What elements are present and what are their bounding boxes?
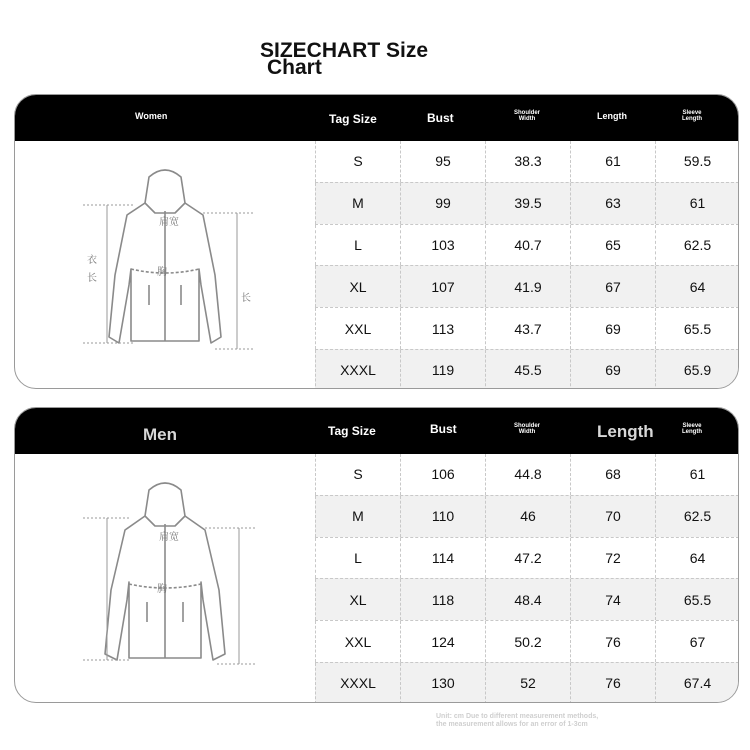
sleeve-length-cell: 65.9 bbox=[655, 350, 739, 389]
bust-cell: 130 bbox=[400, 663, 485, 703]
header-tag-size: Tag Size bbox=[329, 112, 377, 126]
length-cell: 65 bbox=[570, 225, 655, 266]
header-sleeve-length: Sleeve Length bbox=[682, 423, 702, 435]
sleeve-length-cell: 67 bbox=[655, 621, 739, 662]
tag-size-cell: XXXL bbox=[315, 663, 400, 703]
header-shoulder-width: Shoulder Width bbox=[513, 110, 540, 122]
tag-size-cell: L bbox=[315, 538, 400, 579]
length-cell: 76 bbox=[570, 663, 655, 703]
shoulder-width-cell: 38.3 bbox=[485, 141, 570, 182]
length-cell: 69 bbox=[570, 308, 655, 349]
shoulder-width-cell: 50.2 bbox=[485, 621, 570, 662]
sleeve-length-cell: 64 bbox=[655, 538, 739, 579]
length-cell: 74 bbox=[570, 579, 655, 620]
header-shoulder-width: Shoulder Width bbox=[513, 423, 540, 435]
women-label-length-a: 衣 bbox=[87, 255, 97, 266]
sleeve-length-cell: 62.5 bbox=[655, 496, 739, 537]
length-cell: 69 bbox=[570, 350, 655, 389]
table-row bbox=[315, 662, 739, 703]
title-line-1: SIZECHART Size bbox=[260, 39, 429, 62]
women-caption: Women bbox=[135, 111, 168, 121]
length-cell: 76 bbox=[570, 621, 655, 662]
shoulder-width-cell: 45.5 bbox=[485, 350, 570, 389]
length-cell: 70 bbox=[570, 496, 655, 537]
sleeve-length-cell: 59.5 bbox=[655, 141, 739, 182]
table-row bbox=[315, 495, 739, 537]
length-cell: 61 bbox=[570, 141, 655, 182]
tag-size-cell: XXL bbox=[315, 308, 400, 349]
shoulder-width-cell: 46 bbox=[485, 496, 570, 537]
header-length: Length bbox=[597, 111, 627, 121]
men-jacket-diagram bbox=[75, 478, 295, 678]
men-table-header bbox=[15, 408, 738, 454]
table-row bbox=[315, 537, 739, 579]
men-caption: Men bbox=[143, 425, 177, 444]
bust-cell: 95 bbox=[400, 141, 485, 182]
women-jacket-diagram bbox=[75, 165, 295, 365]
title-line-2: Chart bbox=[267, 56, 322, 79]
bust-cell: 103 bbox=[400, 225, 485, 266]
men-grid bbox=[315, 454, 739, 703]
shoulder-width-cell: 43.7 bbox=[485, 308, 570, 349]
tag-size-cell: XL bbox=[315, 579, 400, 620]
header-bust: Bust bbox=[430, 422, 457, 436]
length-cell: 67 bbox=[570, 266, 655, 307]
bust-cell: 110 bbox=[400, 496, 485, 537]
men-label-chest: 胸 bbox=[157, 584, 167, 595]
note-line-2: the measurement allows for an error of 1-3cm bbox=[436, 721, 588, 728]
bust-cell: 113 bbox=[400, 308, 485, 349]
tag-size-cell: M bbox=[315, 183, 400, 224]
table-row bbox=[315, 307, 739, 349]
sleeve-length-cell: 61 bbox=[655, 454, 739, 495]
tag-size-cell: S bbox=[315, 454, 400, 495]
sleeve-length-cell: 65.5 bbox=[655, 579, 739, 620]
tag-size-cell: XXXL bbox=[315, 350, 400, 389]
women-label-length-b: 长 bbox=[87, 273, 97, 284]
tag-size-cell: XL bbox=[315, 266, 400, 307]
table-row bbox=[315, 620, 739, 662]
sleeve-length-cell: 67.4 bbox=[655, 663, 739, 703]
table-row bbox=[315, 265, 739, 307]
shoulder-width-cell: 39.5 bbox=[485, 183, 570, 224]
bust-cell: 106 bbox=[400, 454, 485, 495]
table-row bbox=[315, 578, 739, 620]
shoulder-width-cell: 44.8 bbox=[485, 454, 570, 495]
tag-size-cell: M bbox=[315, 496, 400, 537]
header-bust: Bust bbox=[427, 111, 454, 125]
women-table-header bbox=[15, 95, 738, 141]
header-length: Length bbox=[597, 422, 654, 441]
shoulder-width-cell: 48.4 bbox=[485, 579, 570, 620]
table-row bbox=[315, 349, 739, 389]
bust-cell: 119 bbox=[400, 350, 485, 389]
tag-size-cell: S bbox=[315, 141, 400, 182]
men-size-table bbox=[14, 407, 739, 703]
table-row bbox=[315, 141, 739, 182]
shoulder-width-cell: 47.2 bbox=[485, 538, 570, 579]
bust-cell: 124 bbox=[400, 621, 485, 662]
bust-cell: 114 bbox=[400, 538, 485, 579]
bust-cell: 107 bbox=[400, 266, 485, 307]
page-title bbox=[260, 39, 429, 79]
tag-size-cell: L bbox=[315, 225, 400, 266]
table-row bbox=[315, 454, 739, 495]
women-label-shoulder: 肩宽 bbox=[159, 217, 179, 228]
table-row bbox=[315, 224, 739, 266]
tag-size-cell: XXL bbox=[315, 621, 400, 662]
sleeve-length-cell: 62.5 bbox=[655, 225, 739, 266]
bust-cell: 118 bbox=[400, 579, 485, 620]
sleeve-length-cell: 65.5 bbox=[655, 308, 739, 349]
header-tag-size: Tag Size bbox=[328, 424, 376, 438]
length-cell: 72 bbox=[570, 538, 655, 579]
measurement-note bbox=[436, 713, 666, 729]
sleeve-length-cell: 64 bbox=[655, 266, 739, 307]
women-label-chest: 胸 bbox=[157, 267, 167, 278]
sleeve-length-cell: 61 bbox=[655, 183, 739, 224]
table-row bbox=[315, 182, 739, 224]
shoulder-width-cell: 52 bbox=[485, 663, 570, 703]
length-cell: 68 bbox=[570, 454, 655, 495]
header-sleeve-length: Sleeve Length bbox=[682, 110, 702, 122]
note-line-1: Unit: cm Due to different measurement methods, bbox=[436, 713, 599, 720]
length-cell: 63 bbox=[570, 183, 655, 224]
men-label-shoulder: 肩宽 bbox=[159, 532, 179, 543]
shoulder-width-cell: 40.7 bbox=[485, 225, 570, 266]
women-size-table bbox=[14, 94, 739, 389]
shoulder-width-cell: 41.9 bbox=[485, 266, 570, 307]
bust-cell: 99 bbox=[400, 183, 485, 224]
women-label-sleeve: 长 bbox=[241, 293, 251, 304]
women-grid bbox=[315, 141, 739, 389]
